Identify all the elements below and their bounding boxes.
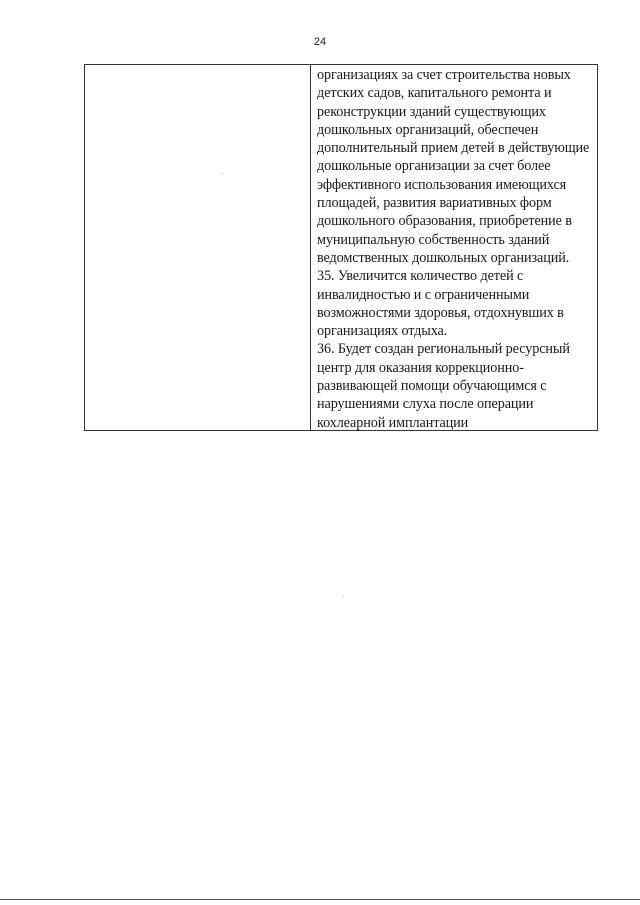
document-table	[84, 64, 598, 431]
scan-edge-line	[0, 899, 640, 900]
table-cell-right	[311, 65, 597, 430]
scan-speck	[222, 173, 223, 174]
page-number: 24	[313, 36, 327, 48]
paragraph-item-36: 36. Будет создан региональный ресурсный центр для оказания коррекционно-развивающей помощи обучающимся с нарушениями слуха после операции кохлеарной имплантации	[317, 341, 570, 431]
paragraph-preschool-organizations: организациях за счет строительства новых детских садов, капитального ремонта и реконструкции зданий существующих дошкольных организаций, обеспечен дополнительный прием детей в действующие дошкольные организации за счет более эффективного использования имеющихся площадей, развития вариативных форм дошкольного образования, приобретение в муниципальную собственность зданий ведомственных дошкольных организаций.	[317, 67, 590, 266]
paragraph-item-35: 35. Увеличится количество детей с инвалидностью и с ограниченными возможностями здоровья, отдохнувших в организациях отдыха.	[317, 268, 564, 340]
scan-speck	[343, 596, 344, 597]
table-cell-left	[85, 65, 311, 430]
